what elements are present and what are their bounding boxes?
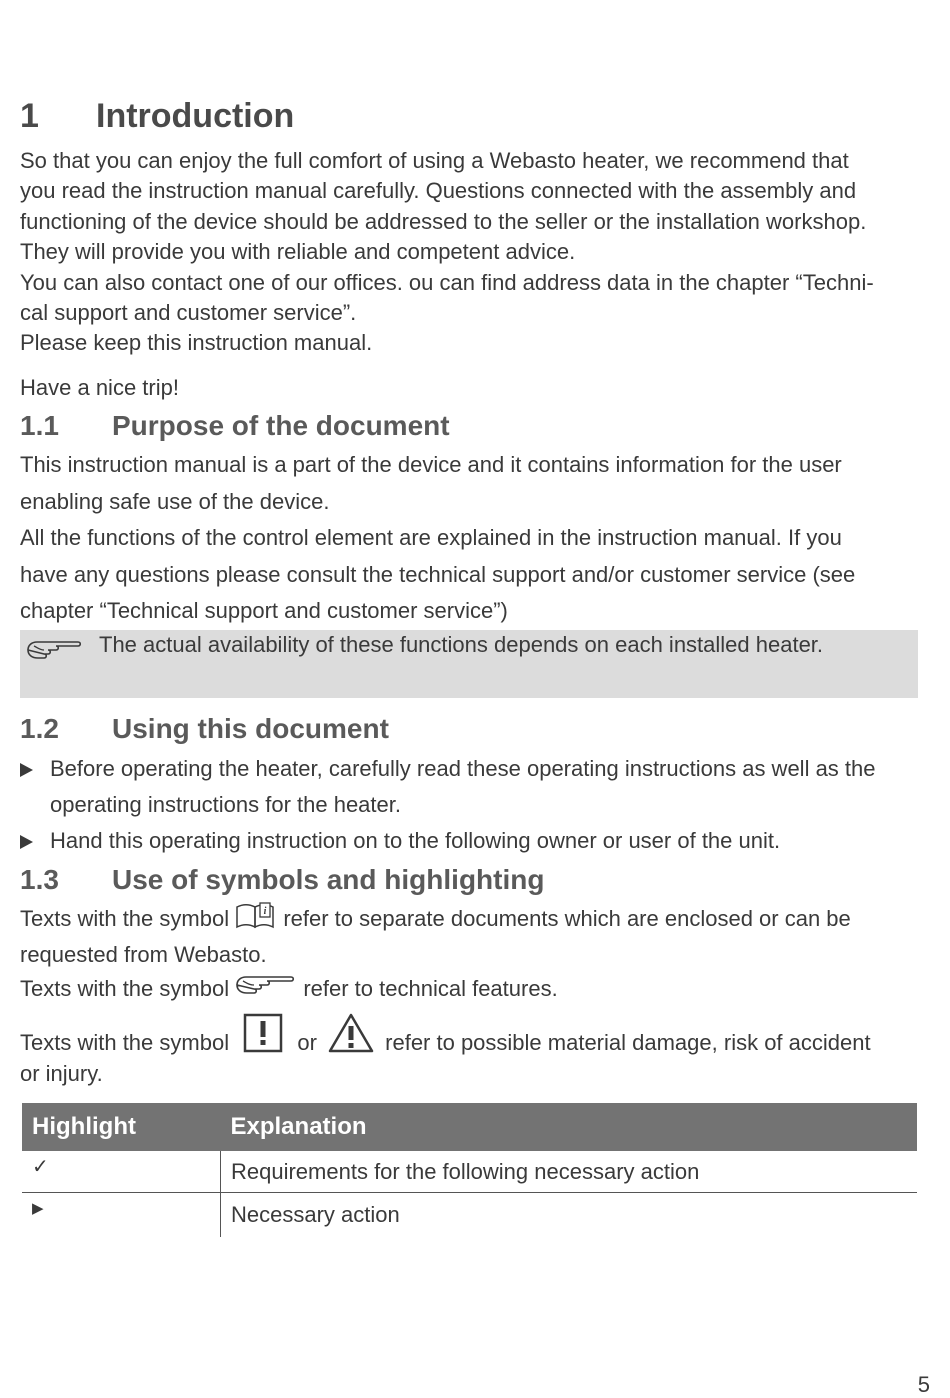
symbol-text: Texts with the symbol bbox=[20, 1029, 230, 1055]
warning-triangle-icon bbox=[327, 1012, 375, 1076]
info-book-icon bbox=[235, 901, 277, 939]
triangle-right-icon: ▶ bbox=[32, 1200, 44, 1217]
symbol-text: or bbox=[297, 1029, 317, 1055]
section-number: 1.1 bbox=[20, 410, 59, 441]
chapter-number: 1 bbox=[20, 97, 39, 135]
page-number: 5 bbox=[917, 1372, 930, 1397]
symbol-text: refer to technical features. bbox=[303, 975, 558, 1001]
symbol-text: Texts with the symbol bbox=[20, 905, 230, 931]
note-text: The actual availability of these functions depends on each installed heater. bbox=[99, 632, 824, 657]
symbol-line-hand bbox=[20, 972, 558, 1008]
intro-line: cal support and customer service”. bbox=[20, 300, 357, 326]
bullet-item bbox=[20, 823, 930, 859]
bullet-text: Before operating the heater, carefully read these operating instructions as well as the bbox=[50, 756, 876, 781]
table-cell-explanation: Requirements for the following necessary action bbox=[221, 1151, 918, 1193]
pointing-hand-icon bbox=[235, 972, 297, 1008]
symbol-line-book bbox=[20, 901, 851, 970]
chapter-title: Introduction bbox=[96, 97, 295, 135]
section-1-2-heading bbox=[20, 712, 389, 746]
purpose-line: This instruction manual is a part of the device and it contains information for the user bbox=[20, 452, 842, 477]
purpose-line: chapter “Technical support and customer service”) bbox=[20, 598, 508, 623]
table-header-row bbox=[22, 1103, 917, 1151]
check-icon: ✓ bbox=[22, 1151, 221, 1193]
table-row bbox=[22, 1151, 917, 1193]
intro-line: You can also contact one of our offices. ou can find address data in the chapter “Techni- bbox=[20, 269, 874, 295]
intro-line: They will provide you with reliable and competent advice. bbox=[20, 239, 576, 265]
exclamation-box-icon bbox=[243, 1013, 283, 1075]
intro-line: you read the instruction manual carefully. Questions connected with the assembly and bbox=[20, 178, 857, 204]
bullet-triangle-icon bbox=[20, 763, 33, 777]
intro-line: So that you can enjoy the full comfort of using a Webasto heater, we recommend that bbox=[20, 148, 849, 173]
symbol-text: or injury. bbox=[20, 1061, 103, 1086]
pointing-hand-icon bbox=[26, 636, 84, 671]
section-1-3-heading bbox=[20, 863, 544, 897]
symbol-line-warning bbox=[20, 1012, 871, 1089]
bullet-text: Hand this operating instruction on to the following owner or user of the unit. bbox=[50, 828, 781, 853]
purpose-line: enabling safe use of the device. bbox=[20, 488, 330, 514]
symbol-text: refer to possible material damage, risk of accident bbox=[385, 1029, 871, 1055]
purpose-line: have any questions please consult the technical support and/or customer service (see bbox=[20, 561, 856, 587]
highlight-table bbox=[22, 1103, 917, 1237]
closing-line: Have a nice trip! bbox=[20, 375, 179, 400]
section-1-1-heading bbox=[20, 409, 450, 443]
table-header-highlight: Highlight bbox=[22, 1103, 221, 1151]
section-title: Use of symbols and highlighting bbox=[112, 864, 545, 895]
intro-line: functioning of the device should be addressed to the seller or the installation workshop. bbox=[20, 208, 867, 234]
bullet-item bbox=[20, 751, 930, 823]
chapter-heading bbox=[20, 96, 294, 136]
section-title: Purpose of the document bbox=[112, 410, 450, 441]
symbol-text: requested from Webasto. bbox=[20, 942, 267, 967]
section-number: 1.2 bbox=[20, 713, 59, 744]
table-header-explanation: Explanation bbox=[221, 1103, 918, 1151]
symbol-text: refer to separate documents which are enclosed or can be bbox=[283, 905, 851, 931]
bullet-text: operating instructions for the heater. bbox=[50, 792, 401, 817]
intro-paragraph bbox=[20, 146, 925, 359]
section-number: 1.3 bbox=[20, 864, 59, 895]
table-row bbox=[22, 1193, 917, 1238]
bullet-triangle-icon bbox=[20, 835, 33, 849]
symbol-text: Texts with the symbol bbox=[20, 975, 230, 1001]
note-box bbox=[20, 630, 918, 698]
purpose-line: All the functions of the control element are explained in the instruction manual. If you bbox=[20, 525, 842, 550]
purpose-paragraph bbox=[20, 447, 925, 630]
intro-line: Please keep this instruction manual. bbox=[20, 330, 373, 356]
svg-text:i: i bbox=[263, 906, 267, 917]
section-title: Using this document bbox=[112, 713, 389, 744]
table-cell-explanation: Necessary action bbox=[221, 1193, 918, 1238]
